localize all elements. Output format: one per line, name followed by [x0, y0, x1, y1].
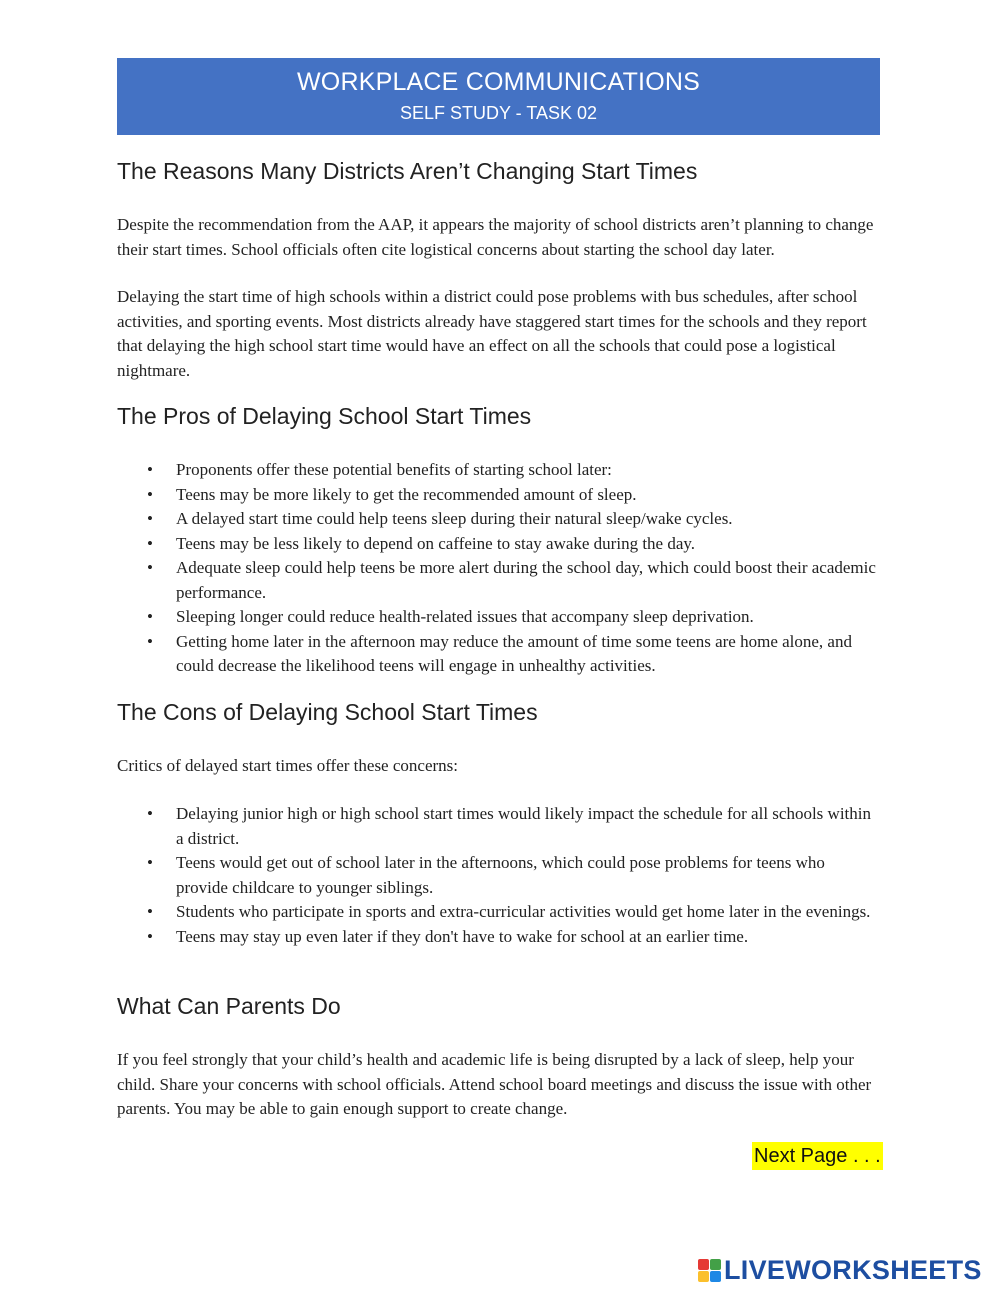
list-item — [117, 851, 877, 900]
next-page-button[interactable]: Next Page . . . — [752, 1142, 883, 1170]
list-item — [117, 630, 877, 679]
list-item — [117, 900, 877, 925]
list-item — [117, 925, 877, 950]
bullet-icon: • — [147, 607, 153, 626]
list-item-text: Proponents offer these potential benefits of starting school later: — [176, 460, 612, 479]
bullet-icon: • — [147, 460, 153, 479]
list-item-text: Delaying junior high or high school start times would likely impact the schedule for all schools within a district. — [176, 804, 871, 848]
list-item — [117, 458, 877, 483]
list-item-text: Teens would get out of school later in the afternoons, which could pose problems for teens who provide childcare to younger siblings. — [176, 853, 825, 897]
list-item — [117, 483, 877, 508]
cons-list — [117, 802, 877, 949]
banner-title: WORKPLACE COMMUNICATIONS — [297, 68, 700, 96]
logo-text: LIVEWORKSHEETS — [724, 1254, 982, 1285]
reasons-paragraph-2: Delaying the start time of high schools within a district could pose problems with bus schedules, after school activities, and sporting events. Most districts already have staggered start times for the schools and they report that delaying the high school start time would have an effect on all the schools that could pose a logistical nightmare. — [117, 287, 867, 380]
list-item-text: Sleeping longer could reduce health-related issues that accompany sleep deprivation. — [176, 607, 754, 626]
liveworksheets-logo — [698, 1254, 982, 1286]
parents-paragraph: If you feel strongly that your child’s health and academic life is being disrupted by a lack of sleep, help your child. Share your concerns with school officials. Attend school board meetings and discuss the issue with other parents. You may be able to gain enough support to create change. — [117, 1050, 872, 1118]
parents-heading: What Can Parents Do — [117, 993, 341, 1019]
reasons-paragraph-1: Despite the recommendation from the AAP, it appears the majority of school districts aren’t planning to change their start times. School officials often cite logistical concerns about starting the school day later. — [117, 215, 874, 259]
list-item — [117, 605, 877, 630]
reasons-heading: The Reasons Many Districts Aren’t Changing Start Times — [117, 158, 698, 184]
bullet-icon: • — [147, 533, 153, 553]
list-item-text: Teens may be more likely to get the recommended amount of sleep. — [176, 484, 637, 504]
list-item-text: Adequate sleep could help teens be more alert during the school day, which could boost their academic performance. — [176, 558, 876, 602]
cons-intro: Critics of delayed start times offer these concerns: — [117, 756, 458, 775]
pros-list — [117, 458, 877, 679]
list-item — [117, 507, 877, 532]
list-item-text: Teens may be less likely to depend on caffeine to stay awake during the day. — [176, 533, 696, 553]
list-item — [117, 556, 877, 605]
bullet-icon: • — [147, 804, 153, 823]
pros-heading: The Pros of Delaying School Start Times — [117, 403, 532, 429]
bullet-icon: • — [147, 902, 153, 921]
header-banner — [117, 58, 880, 135]
list-item-text: Getting home later in the afternoon may reduce the amount of time some teens are home alone, and could decrease the likelihood teens will engage in unhealthy activities. — [176, 631, 852, 675]
list-item-text: Students who participate in sports and extra-curricular activities would get home later in the evenings. — [176, 902, 871, 921]
banner-subtitle: SELF STUDY - TASK 02 — [399, 103, 598, 123]
bullet-icon: • — [147, 509, 153, 528]
bullet-icon: • — [147, 853, 153, 872]
list-item-text: A delayed start time could help teens sleep during their natural sleep/wake cycles. — [176, 509, 733, 528]
bullet-icon: • — [147, 926, 153, 946]
cons-heading: The Cons of Delaying School Start Times — [117, 699, 538, 725]
list-item — [117, 532, 877, 557]
bullet-icon: • — [147, 484, 153, 504]
bullet-icon: • — [147, 631, 153, 651]
logo-blocks-icon — [698, 1259, 721, 1282]
bullet-icon: • — [147, 558, 153, 577]
list-item-text: Teens may stay up even later if they don't have to wake for school at an earlier time. — [176, 926, 749, 946]
list-item — [117, 802, 877, 851]
